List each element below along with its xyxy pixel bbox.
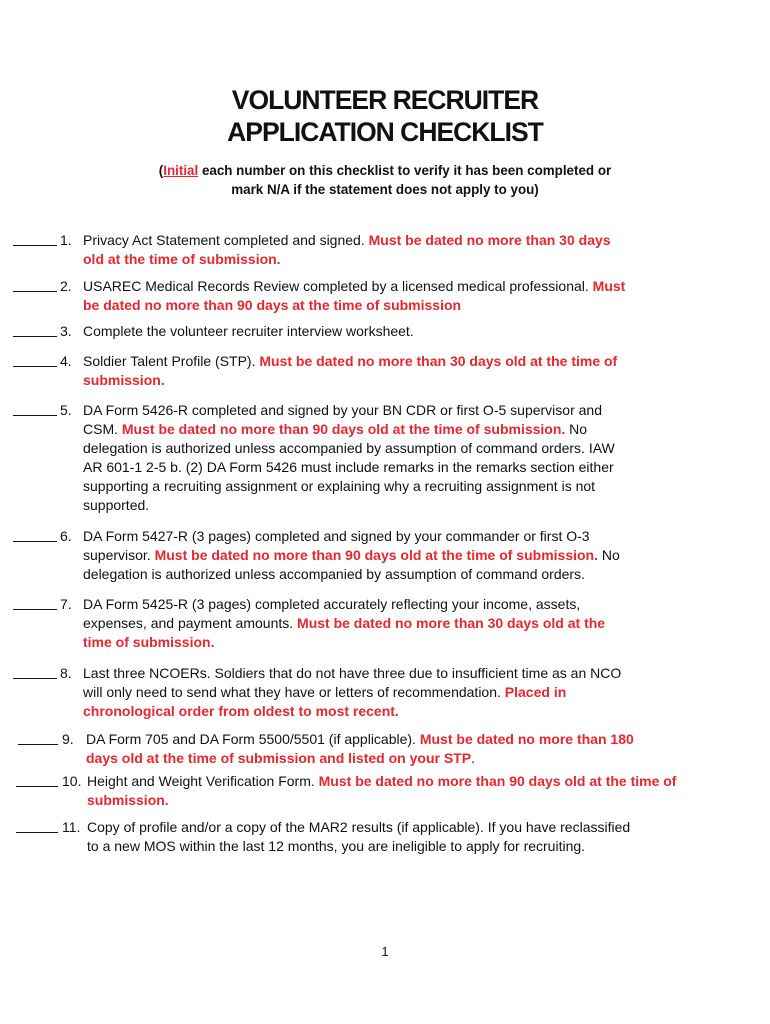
initial-blank-line[interactable] xyxy=(13,336,57,337)
requirement-emphasis: Must be dated no more than 90 days old at the time of submission. xyxy=(154,547,598,563)
item-text-segment: Privacy Act Statement completed and signed. xyxy=(83,232,369,248)
requirement-emphasis: chronological order from oldest to most recent. xyxy=(83,703,399,719)
item-text-segment: will only need to send what they have or letters of recommendation. xyxy=(83,684,505,700)
item-text-segment: Height and Weight Verification Form. xyxy=(87,773,319,789)
item-text-segment: DA Form 5427-R (3 pages) completed and signed by your commander or first O-3 xyxy=(83,528,590,544)
requirement-emphasis: time of submission. xyxy=(83,634,215,650)
item-text-segment: Complete the volunteer recruiter interview worksheet. xyxy=(83,323,414,339)
item-text-line xyxy=(87,791,747,810)
item-text-line xyxy=(87,772,747,791)
item-text-line xyxy=(83,683,743,702)
item-text-segment: delegation is authorized unless accompanied by assumption of command orders. xyxy=(83,566,585,582)
item-text xyxy=(83,527,743,584)
page-number: 1 xyxy=(381,944,389,959)
item-text-line xyxy=(83,496,743,515)
item-text-line xyxy=(83,664,743,683)
document-title xyxy=(0,84,770,148)
initial-blank-line[interactable] xyxy=(16,832,58,833)
item-text-line xyxy=(83,420,743,439)
item-text-segment: supervisor. xyxy=(83,547,155,563)
item-text-segment: DA Form 5426-R completed and signed by your BN CDR or first O-5 supervisor and xyxy=(83,402,602,418)
item-text-line xyxy=(87,837,747,856)
item-text-segment: CSM. xyxy=(83,421,122,437)
item-text-segment: expenses, and payment amounts. xyxy=(83,615,298,631)
item-text-segment: Soldier Talent Profile (STP). xyxy=(83,353,260,369)
item-number: 3. xyxy=(60,323,72,339)
item-text-segment: Copy of profile and/or a copy of the MAR2 results (if applicable). If you have reclassified xyxy=(87,819,631,835)
item-text xyxy=(87,818,747,856)
initial-blank-line[interactable] xyxy=(13,366,57,367)
instructions-line-2: mark N/A if the statement does not apply to you) xyxy=(231,182,539,197)
item-number: 7. xyxy=(60,596,72,612)
requirement-emphasis: be dated no more than 90 days at the time of submission xyxy=(83,297,462,313)
item-text-line xyxy=(83,477,743,496)
item-text xyxy=(86,730,746,768)
item-text-line xyxy=(83,277,743,296)
item-text xyxy=(83,322,743,341)
item-text-line xyxy=(83,401,743,420)
item-text xyxy=(83,277,743,315)
requirement-emphasis: Must be dated no more than 90 days old at the time of submission. xyxy=(121,421,566,437)
item-text-segment: DA Form 5425-R (3 pages) completed accurately reflecting your income, assets, xyxy=(83,596,581,612)
initial-blank-line[interactable] xyxy=(16,786,58,787)
requirement-emphasis: Must xyxy=(592,278,626,294)
requirement-emphasis: Must be dated no more than 180 xyxy=(419,731,634,747)
item-number: 4. xyxy=(60,353,72,369)
item-text-line xyxy=(83,322,743,341)
item-text xyxy=(83,352,743,390)
requirement-emphasis: Must be dated no more than 30 days xyxy=(368,232,611,248)
item-text-segment: supported. xyxy=(83,497,150,513)
item-number: 6. xyxy=(60,528,72,544)
item-text-segment: No xyxy=(598,547,620,563)
item-text-line xyxy=(83,633,743,652)
item-text-line xyxy=(83,458,743,477)
requirement-emphasis: submission. xyxy=(83,372,165,388)
item-text-segment: USAREC Medical Records Review completed by a licensed medical professional. xyxy=(83,278,593,294)
initial-blank-line[interactable] xyxy=(13,609,57,610)
open-paren: ( xyxy=(158,163,164,178)
item-number: 5. xyxy=(60,402,72,418)
item-text-segment: delegation is authorized unless accompanied by assumption of command orders. IAW xyxy=(83,440,615,456)
item-text xyxy=(83,664,743,721)
item-text-segment: to a new MOS within the last 12 months, you are ineligible to apply for recruiting. xyxy=(87,838,586,854)
item-text-line xyxy=(83,250,743,269)
title-line-2: APPLICATION CHECKLIST xyxy=(227,117,543,147)
item-text-segment: supporting a recruiting assignment or explaining why a recruiting assignment is not xyxy=(83,478,596,494)
instructions xyxy=(0,161,770,199)
item-text-line xyxy=(83,231,743,250)
item-text-segment: DA Form 705 and DA Form 5500/5501 (if applicable). xyxy=(86,731,420,747)
requirement-emphasis: Must be dated no more than 90 days old at the time of xyxy=(318,773,677,789)
item-text-line xyxy=(83,352,743,371)
item-text-segment: No xyxy=(565,421,588,437)
item-text xyxy=(83,595,743,652)
initial-blank-line[interactable] xyxy=(13,245,57,246)
item-text-line xyxy=(83,565,743,584)
item-text-line xyxy=(83,371,743,390)
item-number: 11. xyxy=(62,819,81,835)
instructions-line-1 xyxy=(0,161,770,180)
requirement-emphasis: old at the time of submission. xyxy=(83,251,281,267)
item-text-line xyxy=(83,439,743,458)
title-line-1: VOLUNTEER RECRUITER xyxy=(231,85,539,115)
item-number: 10. xyxy=(62,773,82,789)
item-text-line xyxy=(83,546,743,565)
item-text xyxy=(83,401,743,515)
item-number: 2. xyxy=(60,278,72,294)
initial-blank-line[interactable] xyxy=(13,541,57,542)
instructions-rest: each number on this checklist to verify it has been completed or xyxy=(198,163,612,178)
item-text-line xyxy=(83,614,743,633)
requirement-emphasis: Must be dated no more than 30 days old at the time of xyxy=(259,353,618,369)
item-text-line xyxy=(83,527,743,546)
item-text-line xyxy=(87,818,747,837)
initial-blank-line[interactable] xyxy=(13,415,57,416)
item-text-line xyxy=(83,595,743,614)
item-number: 1. xyxy=(60,232,72,248)
initial-blank-line[interactable] xyxy=(13,291,57,292)
item-number: 9. xyxy=(62,731,74,747)
item-text xyxy=(87,772,747,810)
item-text-line xyxy=(83,296,743,315)
requirement-emphasis: Must be dated no more than 30 days old at the xyxy=(297,615,606,631)
item-text-segment: Last three NCOERs. Soldiers that do not have three due to insufficient time as an NCO xyxy=(83,665,622,681)
item-text-line xyxy=(86,730,746,749)
requirement-emphasis: days old at the time of submission and listed on your STP xyxy=(86,750,472,766)
requirement-emphasis: submission. xyxy=(87,792,169,808)
requirement-emphasis: Placed in xyxy=(504,684,567,700)
initial-blank-line[interactable] xyxy=(18,744,58,745)
initial-blank-line[interactable] xyxy=(13,678,57,679)
item-text xyxy=(83,231,743,269)
item-text-segment: . xyxy=(471,750,475,766)
item-text-line xyxy=(83,702,743,721)
item-number: 8. xyxy=(60,665,72,681)
initial-emphasis: Initial xyxy=(163,163,199,178)
item-text-line xyxy=(86,749,746,768)
item-text-segment: AR 601-1 2-5 b. (2) DA Form 5426 must include remarks in the remarks section either xyxy=(83,459,614,475)
